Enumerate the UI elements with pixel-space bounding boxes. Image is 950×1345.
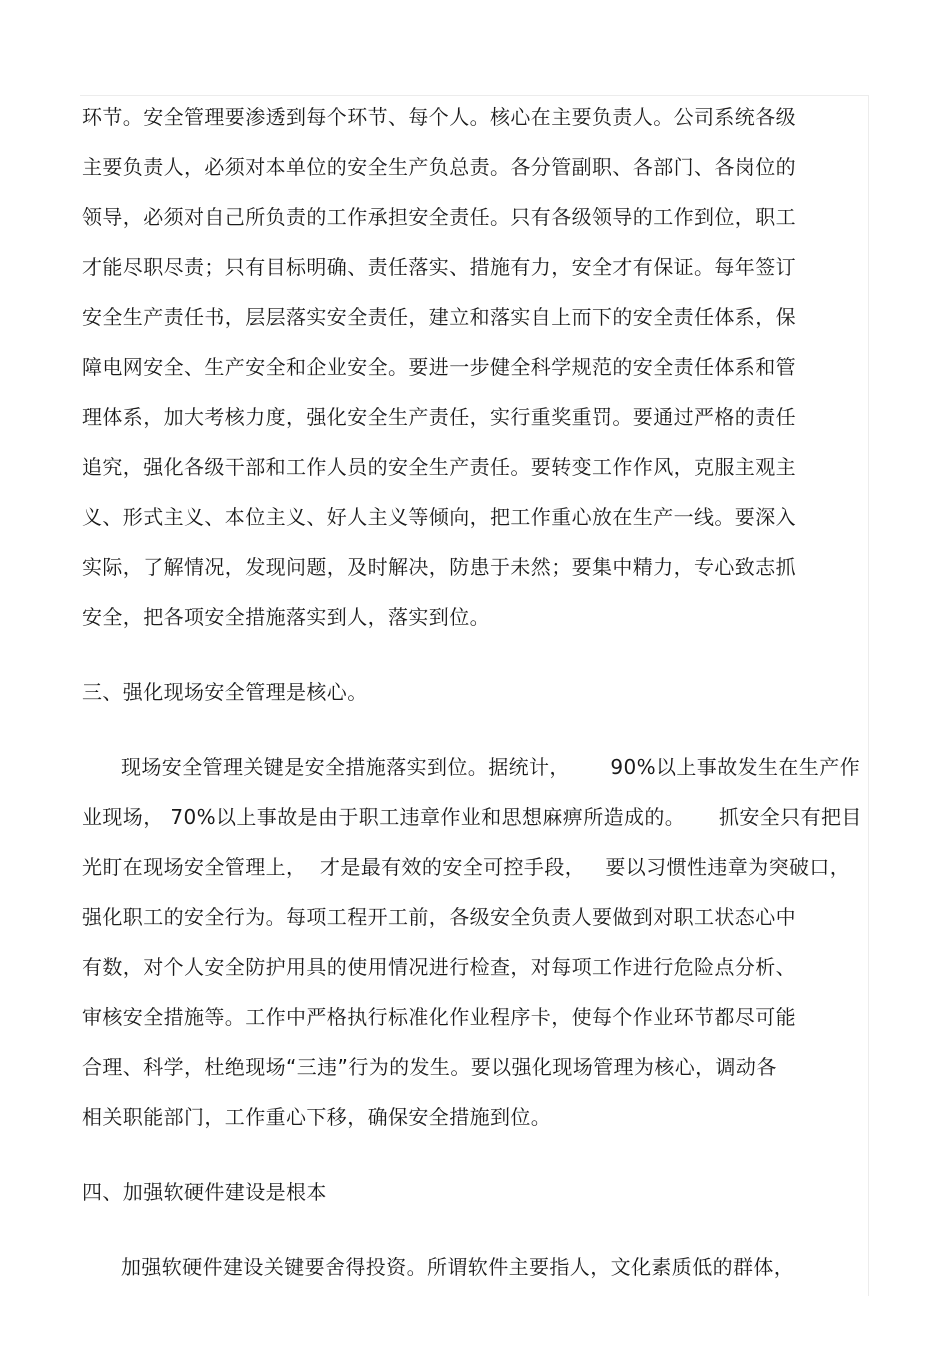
paragraph-line: 实际，了解情况，发现问题，及时解决，防患于未然；要集中精力，专心致志抓	[82, 555, 796, 579]
paragraph-line: 追究，强化各级干部和工作人员的安全生产责任。要转变工作作风，克服主观主	[82, 455, 796, 479]
paragraph-line: 理体系，加大考核力度，强化安全生产责任，实行重奖重罚。要通过严格的责任	[82, 405, 796, 429]
paragraph-line: 环节。安全管理要渗透到每个环节、每个人。核心在主要负责人。公司系统各级	[82, 105, 796, 129]
paragraph-line: 领导，必须对自己所负责的工作承担安全责任。只有各级领导的工作到位，职工	[82, 205, 796, 229]
paragraph-line: 障电网安全、生产安全和企业安全。要进一步健全科学规范的安全责任体系和管	[82, 355, 796, 379]
paragraph-line: 相关职能部门，工作重心下移，确保安全措施到位。	[82, 1105, 552, 1129]
paragraph-line: 业现场， 70%以上事故是由于职工违章作业和思想麻痹所造成的。 抓安全只有把目	[82, 805, 862, 829]
paragraph-line: 审核安全措施等。工作中严格执行标准化作业程序卡，使每个作业环节都尽可能	[82, 1005, 796, 1029]
paragraph-line: 合理、科学，杜绝现场“三违”行为的发生。要以强化现场管理为核心，调动各	[82, 1055, 777, 1079]
paragraph-line: 有数，对个人安全防护用具的使用情况进行检查，对每项工作进行危险点分析、	[82, 955, 796, 979]
paragraph-line: 才能尽职尽责；只有目标明确、责任落实、措施有力，安全才有保证。每年签订	[82, 255, 796, 279]
section-heading-3: 三、强化现场安全管理是核心。	[82, 680, 368, 704]
paragraph-line: 强化职工的安全行为。每项工程开工前，各级安全负责人要做到对职工状态心中	[82, 905, 796, 929]
paragraph-line: 现场安全管理关键是安全措施落实到位。据统计， 90%以上事故发生在生产作	[121, 755, 860, 779]
paragraph-line: 主要负责人，必须对本单位的安全生产负总责。各分管副职、各部门、各岗位的	[82, 155, 796, 179]
paragraph-line: 安全生产责任书，层层落实安全责任，建立和落实自上而下的安全责任体系，保	[82, 305, 796, 329]
paragraph-line: 义、形式主义、本位主义、好人主义等倾向，把工作重心放在生产一线。要深入	[82, 505, 796, 529]
paragraph-line: 加强软硬件建设关键要舍得投资。所谓软件主要指人，文化素质低的群体，	[121, 1255, 795, 1279]
paragraph-line: 安全，把各项安全措施落实到人，落实到位。	[82, 605, 490, 629]
section-heading-4: 四、加强软硬件建设是根本	[82, 1180, 327, 1204]
paragraph-line: 光盯在现场安全管理上， 才是最有效的安全可控手段， 要以习惯性违章为突破口，	[82, 855, 851, 879]
